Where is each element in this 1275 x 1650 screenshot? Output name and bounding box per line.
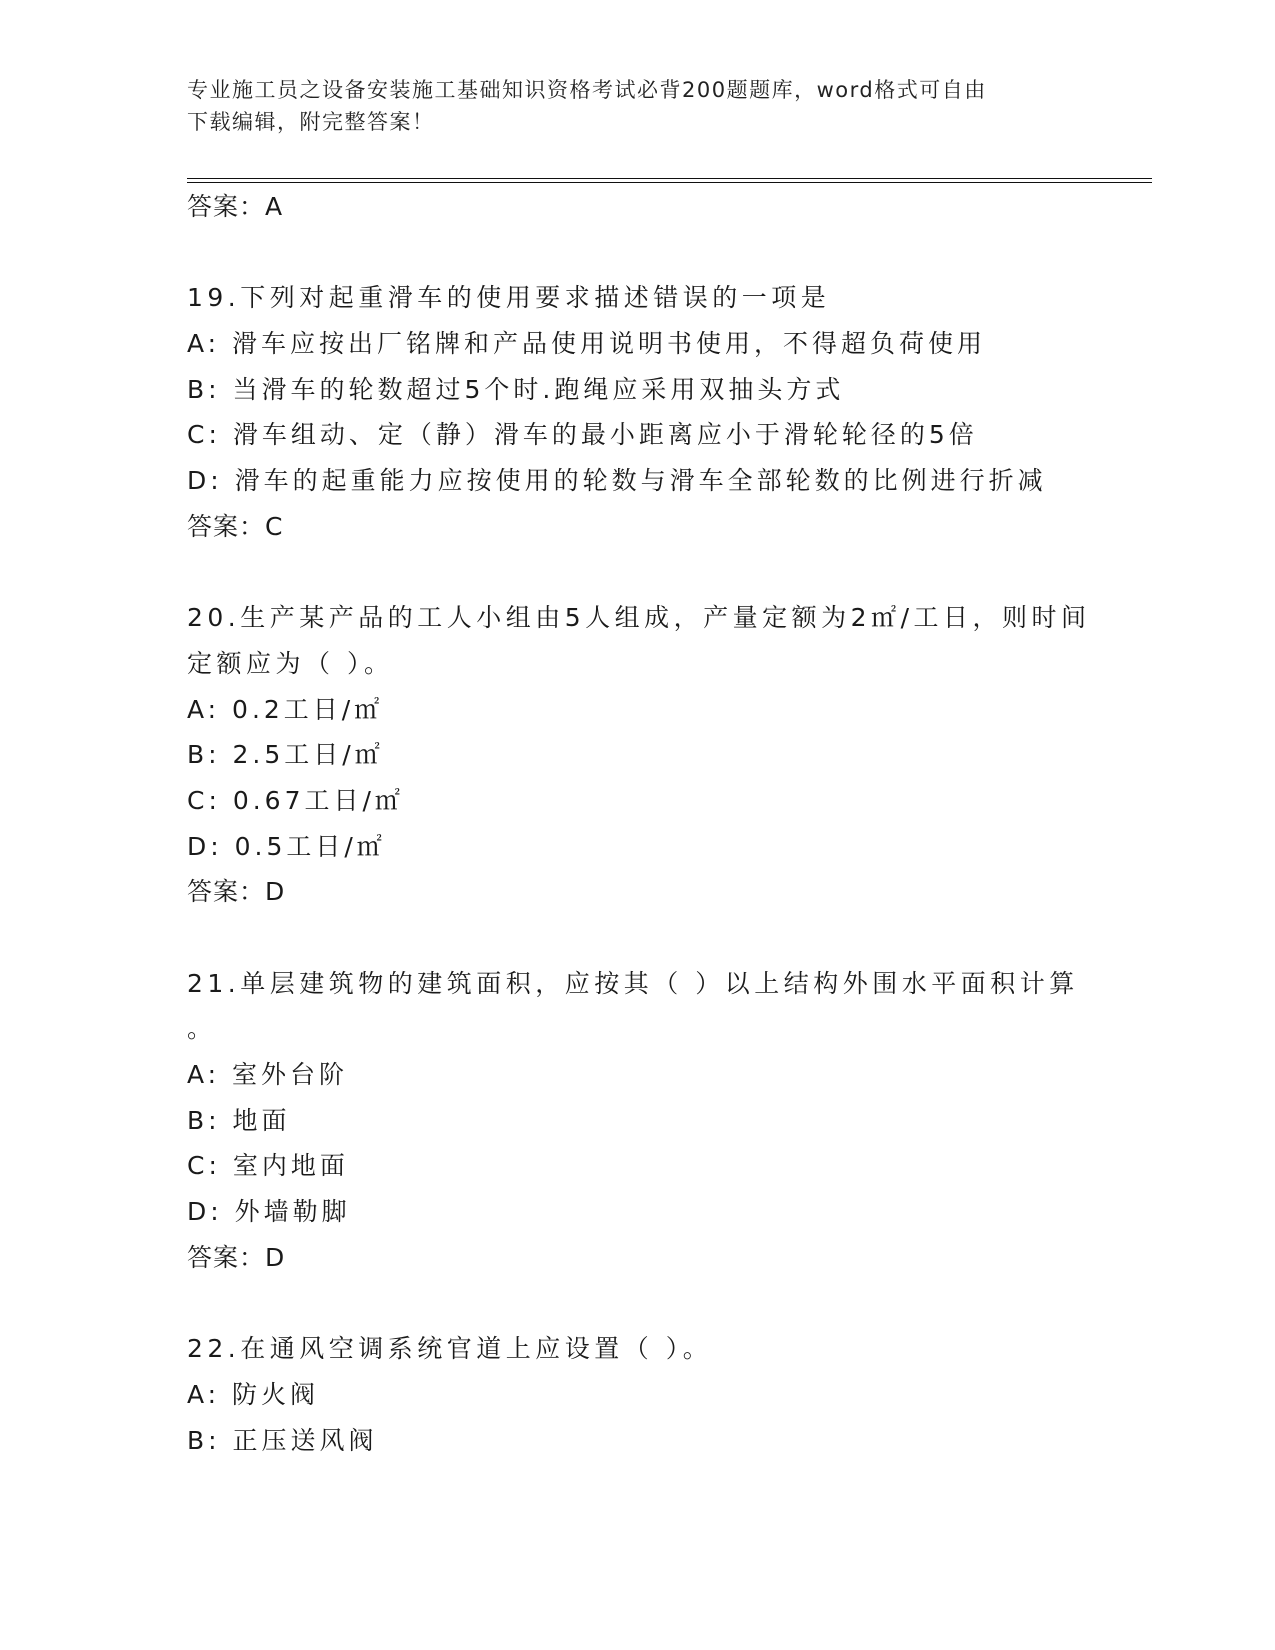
spacer — [187, 1281, 1087, 1327]
answer-line: 答案：D — [187, 877, 286, 907]
option-line: B: 地面 — [187, 1105, 291, 1135]
option-line: A: 滑车应按出厂铭牌和产品使用说明书使用，不得超负荷使用 — [187, 329, 987, 359]
spacer — [187, 550, 1087, 596]
option-line: B: 2.5工日/㎡ — [187, 740, 384, 770]
header-divider-thin — [187, 178, 1152, 179]
option-line: B: 当滑车的轮数超过5个时.跑绳应采用双抽头方式 — [187, 374, 845, 404]
question-text: 21.单层建筑物的建筑面积，应按其（ ）以上结构外围水平面积计算 — [187, 968, 1079, 998]
spacer — [187, 230, 1087, 276]
answer-line: 答案：C — [187, 511, 284, 541]
option-line: D: 滑车的起重能力应按使用的轮数与滑车全部轮数的比例进行折减 — [187, 466, 1047, 496]
spacer — [187, 915, 1087, 961]
option-line: D: 外墙勒脚 — [187, 1197, 351, 1227]
header-line-1: 专业施工员之设备安装施工基础知识资格考试必背200题题库，word格式可自由 — [187, 78, 987, 102]
option-line: D: 0.5工日/㎡ — [187, 831, 386, 861]
option-line: A: 防火阀 — [187, 1379, 320, 1409]
option-line: C: 0.67工日/㎡ — [187, 785, 404, 815]
answer-line: 答案：A — [187, 192, 284, 221]
option-line: A: 0.2工日/㎡ — [187, 694, 384, 724]
question-text: 20.生产某产品的工人小组由5人组成，产量定额为2㎡/工日，则时间 — [187, 603, 1091, 633]
option-line: B: 正压送风阀 — [187, 1425, 378, 1455]
option-line: C: 室内地面 — [187, 1151, 349, 1181]
question-text: 22.在通风空调系统官道上应设置（ ）。 — [187, 1334, 713, 1364]
option-line: C: 滑车组动、定（静）滑车的最小距离应小于滑轮轮径的5倍 — [187, 420, 978, 450]
question-text: 19.下列对起重滑车的使用要求描述错误的一项是 — [187, 283, 831, 313]
option-line: A: 室外台阶 — [187, 1060, 349, 1090]
question-list — [187, 184, 1091, 1463]
answer-line: 答案：D — [187, 1242, 286, 1272]
document-header — [187, 74, 1087, 138]
question-text: 定额应为（ ）。 — [187, 648, 394, 678]
question-text: 。 — [187, 1014, 217, 1044]
header-line-2: 下载编辑，附完整答案！ — [187, 110, 435, 134]
header-divider-thick — [187, 182, 1152, 183]
